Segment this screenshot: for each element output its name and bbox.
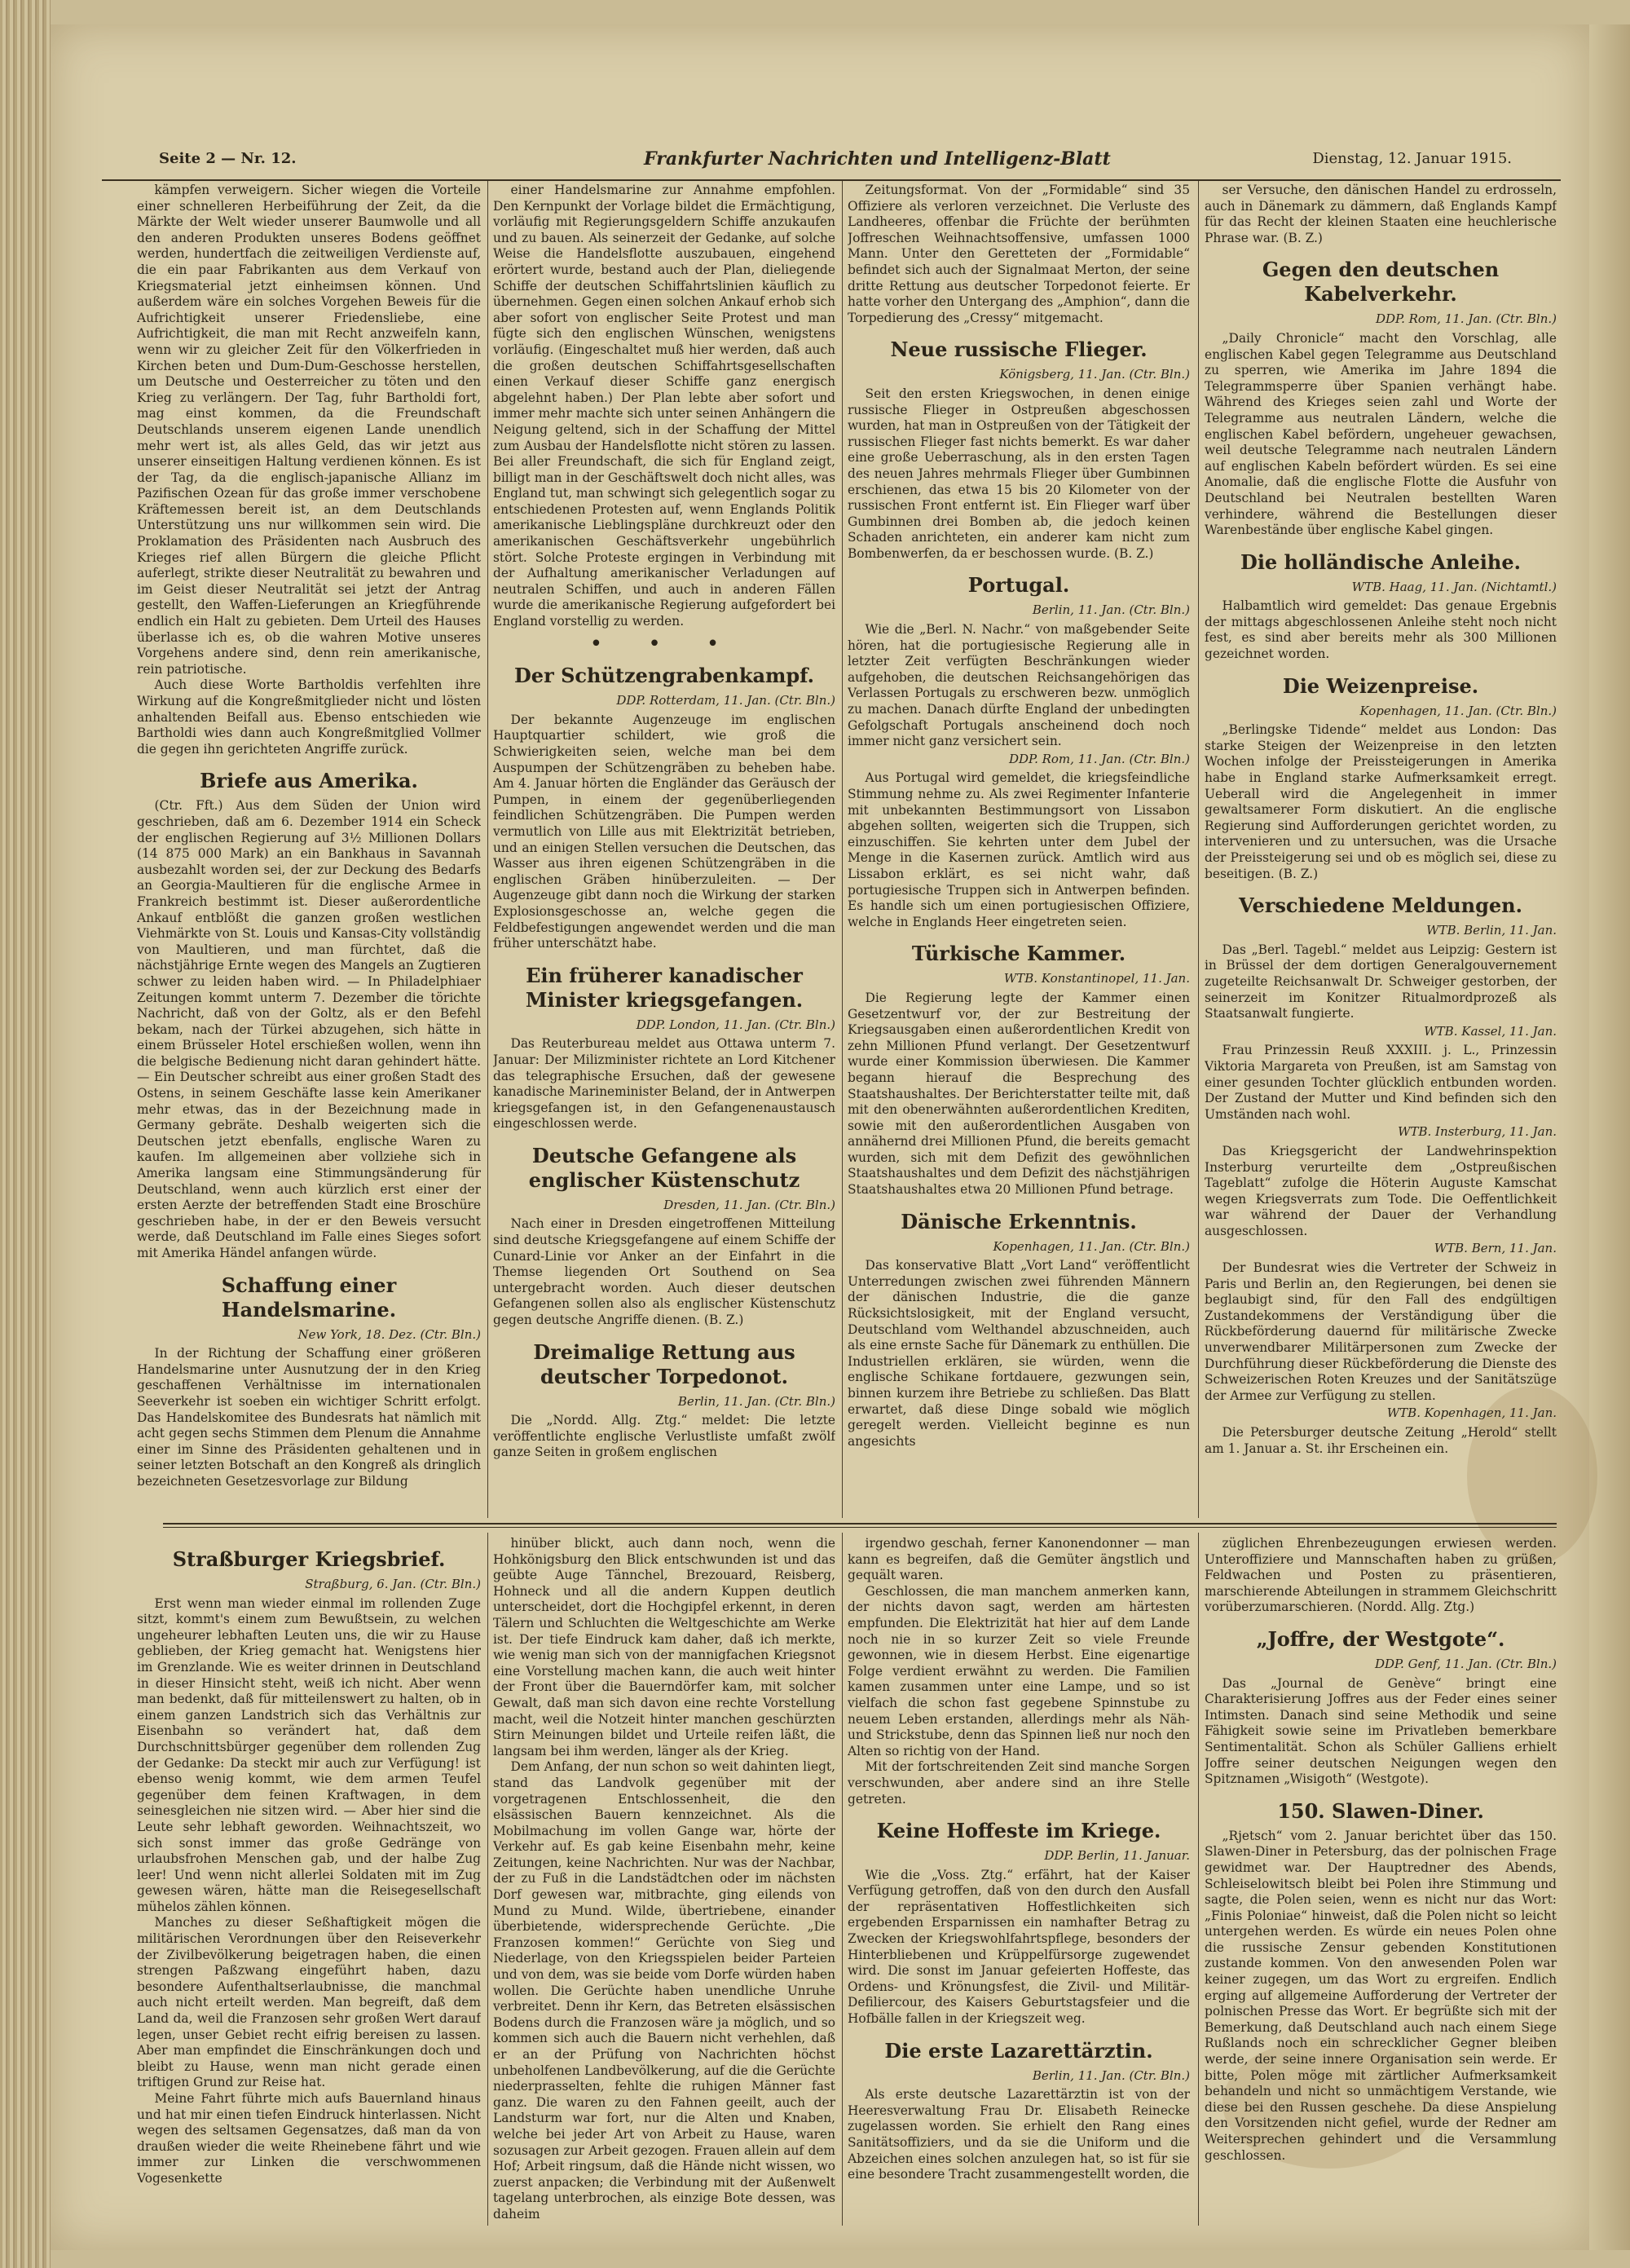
article-paragraph: Auch diese Worte Bartholdis verfehlten ihre Wirkung auf die Kongreßmitglieder nicht und lösten anhaltenden Beifall aus. Ebenso entschieden wie Bartholdi wies dann auch Kongreßmitglied Vollmer die gegen ihn gerichteten Angriffe zurück. xyxy=(137,677,481,757)
article-paragraph: „Daily Chronicle“ macht den Vorschlag, alle englischen Kabel gegen Telegramme aus Deutschland zu sperren, wie Amerika im Jahre 1894 die Telegrammsperre über Spanien verhängt habe. Während des Krieges seien zahl und Worte der Telegramme aus neutralen Ländern, welche die englischen Kabel befördern, ungeheuer gewachsen, weil deutsche Telegramme nach neutralen Ländern auf englischen Kabeln befördert würden. Es sei eine Anomalie, daß die englische Flotte die Ausfuhr von Deutschland bei Neutralen bestellten Waren verhindere, während die Bestellungen dieser Warenbestände über englische Kabel gingen. xyxy=(1205,330,1557,538)
dateline: Dresden, 11. Jan. (Ctr. Bln.) xyxy=(663,1197,835,1212)
dateline: Kopenhagen, 11. Jan. (Ctr. Bln.) xyxy=(993,1238,1190,1254)
page-number: Seite 2 — Nr. 12. xyxy=(159,150,297,167)
article-headline: Schaffung einer Handelsmarine. xyxy=(221,1273,397,1322)
article-headline: Ein früherer kanadischer Minister kriegsgefangen. xyxy=(525,963,804,1012)
bottom-column-3 xyxy=(848,1536,1190,2221)
article-headline: Briefe aus Amerika. xyxy=(200,769,418,793)
article-paragraph: (Ctr. Fft.) Aus dem Süden der Union wird geschrieben, daß am 6. Dezember 1914 ein Scheck der englischen Regierung auf 3½ Millionen Dollars (14 875 000 Mark) an ein Bankhaus in Savannah ausbezahlt worden sei, der zur Deckung des Bedarfs an Georgia-Maultieren für die englische Armee in Frankreich bestimmt ist. Dieser außerordentliche Ankauf entblößt die ganzen großen westlichen Viehmärkte von St. Louis und Kansas-City vollständig von Maultieren, und man fürchtet, daß die nächstjährige Ernte wegen des Mangels an Zugtieren schwer zu leiden haben wird. — In Philadelphiaer Zeitungen kommt unterm 7. Dezember die törichte Nachricht, daß von der Goltz, als er den Befehl bekam, nach der Türkei abzugehen, sich hätte in einem Brüsseler Hotel erschießen wollen, wenn ihn die belgische Bedienung nicht daran gehindert hätte. — Ein Deutscher schreibt aus einer großen Stadt des Ostens, in seinem Geschäfte lasse kein Amerikaner mehr etwas, das in der Bezeichnung made in Germany gebräte. Deshalb weigerten sich die Deutschen jetzt ebenfalls, englische Waren zu kaufen. Im allgemeinen aber vollziehe sich in Amerika langsam eine Stimmungsänderung für Deutschland, wenn auch kürzlich erst einer der ersten Aerzte der betreffenden Stadt eine Broschüre geschrieben habe, in der er den Beweis versucht werde, daß Deutschland im Falle eines Sieges sofort mit Amerika Händel anfangen würde. xyxy=(137,798,481,1260)
column-rule xyxy=(842,1533,843,2226)
article-paragraph: kämpfen verweigern. Sicher wiegen die Vorteile einer schnelleren Herbeiführung der Zeit, da die Märkte der Welt wieder unserer Baumwolle und all den anderen Produkten unseres Bodens geöffnet werden, hundertfach die zeitweiligen Verdienste auf, die ein paar Fabrikanten aus dem Verkauf von Kriegsmaterial jetzt einheimsen können. Und außerdem wäre ein solches Vorgehen Beweis für die Aufrichtigkeit unserer Friedensliebe, eine Aufrichtigkeit, die man mit Recht anzweifeln kann, wenn wir zu gleicher Zeit für den Völkerfrieden in Kirchen beten und Dum-Dum-Geschosse herstellen, um Deutsche und Oesterreicher zu töten und den Krieg zu verlängern. Der Tag, fuhr Bartholdi fort, mag einst kommen, da die Freundschaft Deutschlands unserem eigenen Lande unendlich mehr wert ist, als alles Geld, das wir jetzt aus unserer einseitigen Haltung verdienen können. Es ist der Tag, da die englisch-japanische Allianz im Pazifischen Ozean für das große immer verschobene Kräftemessen bereit ist, an dem Deutschlands Unterstützung uns nur willkommen sein wird. Die Proklamation des Präsidenten nach Ausbruch des Krieges rief allen Bürgern die gleiche Pflicht auferlegt, strikte dieser Neutralität zu bewahren und im Geist dieser Neutralität sei jetzt der Antrag gestellt, den Waffen-Lieferungen an Kriegführende endlich ein Halt zu gebieten. Dem Urteil des Hauses überlasse ich es, ob die wahren Motive unseres Vorgehens andere sind, denn rein amerikanische, rein patriotische. xyxy=(137,183,481,677)
top-column-2 xyxy=(493,183,835,1511)
column-rule xyxy=(487,181,488,1518)
article-paragraph: Das „Journal de Genève“ bringt eine Charakterisierung Joffres aus der Feder eines seiner Intimsten. Danach sind seine Methodik und seine Fähigkeit sowie seine im Privatleben bemerkbare Sentimentalität. Schon als Schüler Galliens erhielt Joffre seiner deutschen Neigungen wegen den Spitznamen „Wisigoth“ (Westgote). xyxy=(1205,1675,1557,1787)
article-paragraph: Frau Prinzessin Reuß XXXIII. j. L., Prinzessin Viktoria Margareta von Preußen, ist am Samstag von einer gesunden Tochter glücklich entbunden worden. Der Zustand der Mutter und Kind befinden sich den Umständen nach wohl. xyxy=(1205,1043,1557,1122)
bottom-column-2 xyxy=(493,1536,835,2221)
article-paragraph: „Berlingske Tidende“ meldet aus London: Das starke Steigen der Weizenpreise in den letzten Wochen infolge der Preissteigerungen in Amerika habe in England starke Aufmerksamkeit erregt. Ueberall wird die Angelegenheit in immer gewaltsamerer Form diskutiert. An die englische Regierung sind Aufforderungen gerichtet worden, zu intervenieren und zu untersuchen, was die Ursache der Preissteigerung sei und ob es möglich sei, diese zu beseitigen. (B. Z.) xyxy=(1205,722,1557,881)
article-paragraph: ser Versuche, den dänischen Handel zu erdrosseln, auch in Dänemark zu dämmern, daß Englands Kampf für das Recht der kleinen Staaten eine heuchlerische Phrase war. (B. Z.) xyxy=(1205,183,1557,245)
article-paragraph: Dem Anfang, der nun schon so weit dahinten liegt, stand das Landvolk gegenüber mit der vorgetragenen Entschlossenheit, die den elsässischen Bauern kennzeichnet. Als die Mobilmachung im vollen Gange war, hörte der Verkehr auf. Es gab keine Eisenbahn mehr, keine Zeitungen, keine Nachrichten. Nur was der Nachbar, der zu Fuß in die Landstädtchen oder im nächsten Dorf gewesen war, mitbrachte, ging eilends von Mund zu Mund. Wilde, übertriebene, einander überbietende, widersprechende Gerüchte. „Die Franzosen kommen!“ Gerüchte von Sieg und Niederlage, von den Kriegsspielen beider Parteien und von dem, was sie beide vom Dorfe würden haben wollen. Die Gerüchte haben unendliche Unruhe verbreitet. Denn ihr Kern, das Betreten elsässischen Bodens durch die Franzosen wäre ja möglich, und so kommen sich auch die Bauern nicht verhehlen, daß er an der Prüfung von Nachrichten höchst unbeholfenen Landbevölkerung, auf die die Gerüchte niederprasselten, fehlte die ruhigen Männer fast ganz. Die waren zu den Fahnen geeilt, auch der Landsturm war fort, nur die Alten und Knaben, welche bei jeder Art von Arbeit zu Hause, waren sozusagen zur Arbeit gezogen. Frauen allein auf dem Hof; Arbeit ringsum, daß die Hände nicht wissen, wo zuerst anpacken; die Verbindung mit der Außenwelt tagelang unterbrochen, als einzige Bote dessen, was daheim xyxy=(493,1759,835,2221)
dateline: WTB. Bern, 11. Jan. xyxy=(1434,1241,1557,1256)
dateline: Berlin, 11. Jan. (Ctr. Bln.) xyxy=(1032,2067,1190,2083)
dateline: WTB. Berlin, 11. Jan. xyxy=(1426,923,1557,938)
article-paragraph: Aus Portugal wird gemeldet, die kriegsfeindliche Stimmung nehme zu. Als zwei Regimenter Infanterie mit unbekannten Bestimmungsort von Lissabon abgehen sollten, weigerten sich die Truppen, sich einzuschiffen. Sie kehrten unter dem Jubel der Menge in die Kasernen zurück. Amtlich wird aus Lissabon erklärt, es sei nicht wahr, daß portugiesische Truppen sich in Antwerpen befinden. Es handle sich um einen portugiesischen Offiziere, welche in Englands Heer eingetreten seien. xyxy=(848,770,1190,929)
dateline: New York, 18. Dez. (Ctr. Bln.) xyxy=(297,1326,481,1342)
section-divider xyxy=(163,1527,1557,1528)
article-headline: „Joffre, der Westgote“. xyxy=(1256,1626,1505,1651)
page-stack-edge xyxy=(0,0,51,2268)
article-headline: Keine Hoffeste im Kriege. xyxy=(876,1819,1161,1843)
article-paragraph: irgendwo geschah, ferner Kanonendonner — man kann es begreifen, daß die Gemüter ängstlich und gequält waren. xyxy=(848,1536,1190,1583)
article-headline: Die erste Lazarettärztin. xyxy=(884,2038,1153,2063)
article-headline: Verschiedene Meldungen. xyxy=(1239,894,1522,918)
dateline: Berlin, 11. Jan. (Ctr. Bln.) xyxy=(677,1393,835,1409)
dateline: WTB. Konstantinopel, 11. Jan. xyxy=(1003,971,1190,986)
article-paragraph: Wie die „Berl. N. Nachr.“ von maßgebender Seite hören, hat die portugiesische Regierung alle in letzter Zeit verfügten Beschränkungen wieder aufgehoben, die deutschen Reichsangehörigen das Verlassen Portugals zu erschweren bezw. unmöglich zu machen. Danach dürfte England der unbedingten Gefolgschaft Portugals anscheinend doch noch immer nicht ganz versichert sein. xyxy=(848,622,1190,749)
article-headline: Straßburger Kriegsbrief. xyxy=(172,1547,446,1571)
section-divider xyxy=(163,1523,1557,1525)
dateline: Straßburg, 6. Jan. (Ctr. Bln.) xyxy=(305,1577,481,1591)
article-paragraph: Der bekannte Augenzeuge im englischen Hauptquartier schildert, wie groß die Schwierigkeiten seien, welche man bei dem Auspumpen der Schützengräben zu beheben habe. Am 4. Januar hörten die Engländer das Geräusch der Pumpen, in einem der gegenüberliegenden feindlichen Schützengräben. Die Pumpen werden vermutlich von Lille aus mit Elektrizität betrieben, und an einigen Stellen versuchen die Deutschen, das Wasser aus ihren eigenen Schützengräben in die englischen Gräben hinüberzuleiten. — Der Augenzeuge gibt dann noch die Wirkung der starken Explosionsgeschosse an, welche gegen die Feldbefestigungen angewendet werden und die man früher unterschätzt habe. xyxy=(493,712,835,951)
article-paragraph: einer Handelsmarine zur Annahme empfohlen. Den Kernpunkt der Vorlage bildet die Ermächtigung, vorläufig mit Regierungsgeldern Schiffe anzukaufen und zu bauen. Als seinerzeit der Gedanke, auf solche Weise die Handelsflotte auszubauen, eingehend erörtert wurde, bestand auch der Plan, dieliegende Schiffe der deutschen Schiffahrtslinien käuflich zu übernehmen. Gegen einen solchen Ankauf erhob sich aber sofort von englischer Seite Protest und man fügte sich den englischen Wünschen, wenigstens vorläufig. (Eingeschaltet muß hier werden, daß auch die großen deutschen Schiffahrtsgesellschaften einen Verkauf dieser Schiffe ganz energisch abgelehnt haben.) Der Plan lebte aber sofort und immer mehr machte sich unter seinen Anhängern die Neigung geltend, sich in der Schaffung der Mittel zum Ausbau der Handelsflotte nicht stören zu lassen. Bei aller Freundschaft, die sich für England zeigt, billigt man in der Geschäftswelt doch nicht alles, was England tut, man schwingt sich gelegentlich sogar zu entschiedenen Protesten auf, wenn Englands Politik amerikanische Lieblingspläne durchkreuzt oder den amerikanischen Geschäftsverkehr ungebührlich stört. Solche Proteste ergingen in Verbindung mit der Aufhaltung amerikanischer Verladungen auf neutralen Schiffen, und auch in anderen Fällen wurde die amerikanische Regierung aufgefordert bei England vorstellig zu werden. xyxy=(493,183,835,629)
top-column-3 xyxy=(848,183,1190,1511)
article-paragraph: Geschlossen, die man manchem anmerken kann, der nichts davon sagt, werden am härtesten empfunden. Die Elektrizität hat hier auf dem Lande noch nie in so kurzer Zeit so viele Freunde gewonnen, wie in diesem Herbst. Eine eigenartige Folge verdient erwähnt zu werden. Die Familien kamen zusammen unter eine Lampe, und so ist vielfach die schon fast gegebene Spinnstube zu neuem Leben erstanden, allerdings mehr als Näh- und Strickstube, denn das Spinnen ließ nur noch den Alten so richtig von der Hand. xyxy=(848,1583,1190,1758)
article-paragraph: Manches zu dieser Seßhaftigkeit mögen die militärischen Verordnungen über den Reiseverkehr der Zivilbevölkerung beigetragen haben, die einen strengen Paßzwang eingeführt haben, dazu besondere Aufenthaltserlaubnisse, die manchmal auch nicht erteilt werden. Man begreift, daß dem Land da, weil die Franzosen sehr großen Wert darauf legen, unser Gebiet recht eifrig bereisen zu lassen. Aber man empfindet die Einschränkungen doch und bleibt zu Hause, wenn man nicht gerade einen triftigen Grund zur Reise hat. xyxy=(137,1915,481,2090)
article-paragraph: Das Reuterbureau meldet aus Ottawa unterm 7. Januar: Der Milizminister richtete an Lord Kitchener das telegraphische Ersuchen, daß der gewesene kanadische Marineminister Beland, der in Antwerpen kriegsgefangen ist, in den Gefangenenaustausch eingeschlossen werde. xyxy=(493,1036,835,1132)
bottom-column-4 xyxy=(1205,1536,1557,2221)
article-paragraph: Als erste deutsche Lazarettärztin ist von der Heeresverwaltung Frau Dr. Elisabeth Reinecke zugelassen worden. Sie erhielt den Rang eines Sanitätsoffiziers, und da sie die Uniform und die Abzeichen eines solchen anzulegen hat, so ist für sie eine besondere Tracht zusammengestellt worden, die xyxy=(848,2087,1190,2182)
dateline: DDP. Berlin, 11. Januar. xyxy=(1044,1848,1190,1864)
article-paragraph: Wie die „Voss. Ztg.“ erfährt, hat der Kaiser Verfügung getroffen, daß von den durch den Ausfall der repräsentativen Hoffestlichkeiten sich ergebenden Ersparnissen ein namhafter Betrag zu Zwecken der Kriegswohlfahrtspflege, besonders der Hinterbliebenen und Krüppelfürsorge zugewendet wird. Die sonst im Januar gefeierten Hoffeste, das Ordens- und Krönungsfest, die Zivil- und Militär-Defiliercour, des Kaisers Geburtstagsfeier und die Hofbälle fallen in der Kriegszeit weg. xyxy=(848,1867,1190,2027)
article-headline: Türkische Kammer. xyxy=(911,942,1126,966)
dateline: WTB. Insterburg, 11. Jan. xyxy=(1398,1124,1557,1140)
newspaper-title: Frankfurter Nachrichten und Intelligenz-Blatt xyxy=(644,148,1111,170)
article-paragraph: Die Petersburger deutsche Zeitung „Herold“ stellt am 1. Januar a. St. ihr Erscheinen ein. xyxy=(1205,1425,1557,1456)
article-paragraph: hinüber blickt, auch dann noch, wenn die Hohkönigsburg den Blick entschwunden ist und das geübte Auge Tännchel, Brezouard, Reisberg, Hohneck und all die andern Kuppen deutlich unterscheidet, dort die Hochgipfel erkennt, in deren Tälern und Schluchten die Weltgeschichte am Werke ist. Der tiefe Eindruck kam daher, daß ich merkte, wie wenig man sich von der mannigfachen Kriegsnot eine Vorstellung machen kann, die auch weit hinter der Front über die Bauerndörfer kam, mit solcher Gewalt, daß man sich davon eine rechte Vorstellung macht, weil die Notzeit hinter manchen geschürzten Stirn Meinungen bildet und Urteile reifen läßt, die langsam bei ihm werden, länger als der Krieg. xyxy=(493,1536,835,1758)
article-paragraph: Der Bundesrat wies die Vertreter der Schweiz in Paris und Berlin an, den Regierungen, bei denen sie beglaubigt sind, für den Fall des endgültigen Zustandekommens der Verständigung über die Rückbeförderung dauernd für militärische Zwecke unverwendbarer Militärpersonen zum Zwecke der Durchführung dieser Rückbeförderung die Dienste des Schweizerischen Roten Kreuzes und der Sanitätszüge der Armee zur Verfügung zu stellen. xyxy=(1205,1260,1557,1403)
article-paragraph: Zeitungsformat. Von der „Formidable“ sind 35 Offiziere als verloren verzeichnet. Die Verluste des Landheeres, offenbar die Früchte der berühmten Joffreschen Weihnachtsoffensive, umfassen 1000 Mann. Unter den Geretteten der „Formidable“ befindet sich auch der Signalmaat Merton, der seine dritte Rettung aus deutscher Torpedonot feierte. Er hatte vorher den Untergang des „Amphion“, dann die Torpedierung des „Cressy“ mitgemacht. xyxy=(848,183,1190,325)
top-column-1 xyxy=(137,183,481,1511)
article-paragraph: Erst wenn man wieder einmal im rollenden Zuge sitzt, kommt's einem zum Bewußtsein, zu welchen ungeheurer lebhaften Leuten uns, die wir zu Hause geblieben, der Krieg gemacht hat. Wenigstens hier im Grenzlande. Wie es weiter drinnen in Deutschland in dieser Hinsicht steht, weiß ich nicht. Aber wenn man bedenkt, daß für mitteilenswert zu halten, ob in einem ganzen Landstrich sich das Verhältnis zur Eisenbahn so verändert hat, daß dem Durchschnittsbürger gegenüber dem rollenden Zug der Gedanke: Da steckt mir auch zur Verfügung! ist ebenso wenig kommt, wie dem armen Teufel gegenüber dem feinen Kraftwagen, in dem seinesgleichen nie sitzen wird. — Aber hier sind die Leute sehr lebhaft geworden. Weihnachtszeit, wo sich sonst immer das große Gedränge von urlaubsfrohen Menschen gab, und der halbe Zug leer! Und wenn nicht allerlei Soldaten mit im Zug gewesen wären, hätte man die Reisegesellschaft mühelos zählen können. xyxy=(137,1595,481,1914)
article-paragraph: Nach einer in Dresden eingetroffenen Mitteilung sind deutsche Kriegsgefangene auf einem Schiffe der Cunard-Linie vor Anker an der Einfahrt in die Themse liegenden Ort Southend on Sea untergebracht worden. Auch dieser deutschen Gefangenen sollen also als englischer Küstenschutz gegen deutsche Angriffe dienen. (B. Z.) xyxy=(493,1216,835,1328)
article-paragraph: In der Richtung der Schaffung einer größeren Handelsmarine unter Ausnutzung der in den Krieg geschaffenen Verhältnisse im internationalen Seeverkehr ist soeben ein wichtiger Schritt erfolgt. Das Handelskomitee des Bundesrats hat nämlich mit acht gegen sechs Stimmen dem Plenum die Annahme einer im Sinne des Präsidenten gehaltenen und in seiner letzten Botschaft an den Kongreß als dringlich bezeichneten Gesetzesvorlage zur Bildung xyxy=(137,1346,481,1489)
article-headline: Portugal. xyxy=(967,573,1070,598)
column-rule xyxy=(487,1533,488,2226)
page-header xyxy=(102,147,1561,181)
dateline: WTB. Kassel, 11. Jan. xyxy=(1424,1023,1557,1039)
article-paragraph: Meine Fahrt führte mich aufs Bauernland hinaus und hat mir einen tiefen Eindruck hinterlassen. Nicht wegen des seltsamen Gegensatzes, daß man da von draußen wieder die weite Rheinebene fährt und wie immer zur Linken die verschwommenen Vogesenkette xyxy=(137,2091,481,2186)
dateline: DDP. Rotterdam, 11. Jan. (Ctr. Bln.) xyxy=(616,693,835,708)
article-paragraph: Die Regierung legte der Kammer einen Gesetzentwurf vor, der zur Bestreitung der Kriegsausgaben einen außerordentlichen Kredit von zehn Millionen Pfund verlangt. Der Gesetzentwurf wurde einer Kommission überwiesen. Die Kammer begann hierauf die Besprechung des Staatshaushaltes. Der Berichterstatter teilte mit, daß mit den obenerwähnten außerordentlichen Krediten, sowie mit den außerordentlichen Ausgaben von annähernd drei Millionen Pfund, die bereits gemacht wurden, sich mit dem Defizit des gewöhnlichen Staatshaushaltes und dem Defizit des nächstjährigen Staatshaushaltes etwa 20 Millionen Pfund betrage. xyxy=(848,990,1190,1198)
dateline: DDP. London, 11. Jan. (Ctr. Bln.) xyxy=(636,1017,835,1032)
page-right-edge xyxy=(1589,24,1630,2250)
article-paragraph: Mit der fortschreitenden Zeit sind manche Sorgen verschwunden, aber andere sind an ihre Stelle getreten. xyxy=(848,1759,1190,1807)
dateline: DDP. Rom, 11. Jan. (Ctr. Bln.) xyxy=(1375,311,1557,327)
dateline: WTB. Haag, 11. Jan. (Nichtamtl.) xyxy=(1351,579,1557,594)
article-paragraph: Das Kriegsgericht der Landwehrinspektion Insterburg verurteilte dem „Ostpreußischen Tageblatt“ zufolge die Höterin Auguste Kamschat wegen Kriegsverrats zum Tode. Die Oeffentlichkeit war während der Dauer der Verhandlung ausgeschlossen. xyxy=(1205,1143,1557,1238)
article-headline: Die Weizenpreise. xyxy=(1282,673,1479,698)
article-headline: Die holländische Anleihe. xyxy=(1240,549,1521,574)
column-rule xyxy=(1198,181,1199,1518)
dateline: DDP. Genf, 11. Jan. (Ctr. Bln.) xyxy=(1374,1656,1557,1671)
dateline: WTB. Kopenhagen, 11. Jan. xyxy=(1386,1405,1557,1421)
article-paragraph: Seit den ersten Kriegswochen, in denen einige russische Flieger in Ostpreußen abgeschossen wurden, hat man in Ostpreußen von der Tätigkeit der russischen Flieger fast nichts bemerkt. Es war daher eine große Ueberraschung, als in den ersten Tagen des neuen Jahres mehrmals Flieger über Gumbinnen erschienen, das etwa 15 bis 20 Kilometer von der russischen Front entfernt ist. Ein Flieger warf über Gumbinnen drei Bomben ab, die jedoch keinen Schaden anrichteten, ein anderer kam nicht zum Bombenwerfen, da er beschossen wurde. (B. Z.) xyxy=(848,386,1190,561)
dateline: Berlin, 11. Jan. (Ctr. Bln.) xyxy=(1032,602,1190,618)
article-headline: Gegen den deutschen Kabelverkehr. xyxy=(1262,258,1500,307)
issue-date: Dienstag, 12. Januar 1915. xyxy=(1312,150,1512,167)
article-headline: 150. Slawen-Diner. xyxy=(1277,1798,1484,1823)
article-paragraph: Das „Berl. Tagebl.“ meldet aus Leipzig: Gestern ist in Brüssel der dem dortigen Generalgouvernement zugeteilte Reichsanwalt Dr. Schweiger gestorben, der seinerzeit im Konitzer Ritualmordprozeß als Staatsanwalt fungierte. xyxy=(1205,942,1557,1021)
article-paragraph: Das konservative Blatt „Vort Land“ veröffentlicht Unterredungen zwischen zwei führenden Männern der dänischen Industrie, die die ganze Rücksichtslosigkeit, mit der England versucht, Deutschland vom Welthandel abzuschneiden, auch als eine ernste Sache für Dänemark zu enthüllen. Die Industriellen erklären, sie würden, wenn die englische Schikane fortdauere, gezwungen sein, binnen kurzem ihre Betriebe zu schließen. Das Blatt erwartet, daß diese Dinge sobald wie möglich geregelt werden. Vielleicht beginne es nun angesichts xyxy=(848,1258,1190,1449)
bottom-column-1 xyxy=(137,1536,481,2221)
dateline: DDP. Rom, 11. Jan. (Ctr. Bln.) xyxy=(1008,751,1190,766)
article-paragraph: Halbamtlich wird gemeldet: Das genaue Ergebnis der mittags abgeschlossenen Anleihe steht noch nicht fest, es sind aber bereits mehr als 300 Millionen gezeichnet worden. xyxy=(1205,598,1557,662)
article-paragraph: Die „Nordd. Allg. Ztg.“ meldet: Die letzte veröffentlichte englische Verlustliste umfaßt zwölf ganze Seiten in großem englischen xyxy=(493,1413,835,1460)
separator-stars: • • • xyxy=(589,631,739,656)
article-headline: Dänische Erkenntnis. xyxy=(901,1209,1137,1233)
article-headline: Dreimalige Rettung aus deutscher Torpedonot. xyxy=(533,1339,795,1388)
dateline: Königsberg, 11. Jan. (Ctr. Bln.) xyxy=(999,367,1190,382)
article-headline: Neue russische Flieger. xyxy=(890,338,1148,362)
top-column-4 xyxy=(1205,183,1557,1511)
dateline: Kopenhagen, 11. Jan. (Ctr. Bln.) xyxy=(1359,703,1557,718)
article-paragraph: züglichen Ehrenbezeugungen erwiesen werden. Unteroffiziere und Mannschaften haben zu grüßen, Feldwachen und Posten zu präsentieren, marschierende Abteilungen in strammem Gleichschritt vorüberzumarschieren. (Nordd. Allg. Ztg.) xyxy=(1205,1536,1557,1615)
article-paragraph: „Rjetsch“ vom 2. Januar berichtet über das 150. Slawen-Diner in Petersburg, das der polnischen Frage gewidmet war. Der Hauptredner des Abends, Schleiselowitsch bleibt bei Polen ihre Stimmung und sagte, die Polen seien, wenn es nicht nur das Wort: „Finis Poloniae“ hinweist, daß die Polen nicht so leicht untergehen werden. Es würde ein neues Polen ohne die russische Zensur gebenden Konstitutionen zustande kommen. Von den anwesenden Polen war keiner zugegen, um das Wort zu ergreifen. Endlich erging auf allgemeine Aufforderung der Vertreter der polnischen Presse das Wort. Er begrüßte sich mit der Bemerkung, daß Deutschland auch nach einem Siege Rußlands noch ein schrecklicher Gegner bleiben werde, der seine innere Organisation sein werde. Er bitte, Polen möge mit zärtlicher Aufmerksamkeit behandeln und nicht so unmächtigem Verstande, wie diese bei den Russen geschehe. Da diese Anspielung den Vorsitzenden nicht gefiel, wurde der Redner am Weitersprechen gehindert und die Versammlung geschlossen. xyxy=(1205,1828,1557,2163)
article-headline: Der Schützengrabenkampf. xyxy=(513,664,814,688)
column-rule xyxy=(842,181,843,1518)
column-rule xyxy=(1198,1533,1199,2226)
article-headline: Deutsche Gefangene als englischer Küstenschutz xyxy=(528,1143,800,1192)
